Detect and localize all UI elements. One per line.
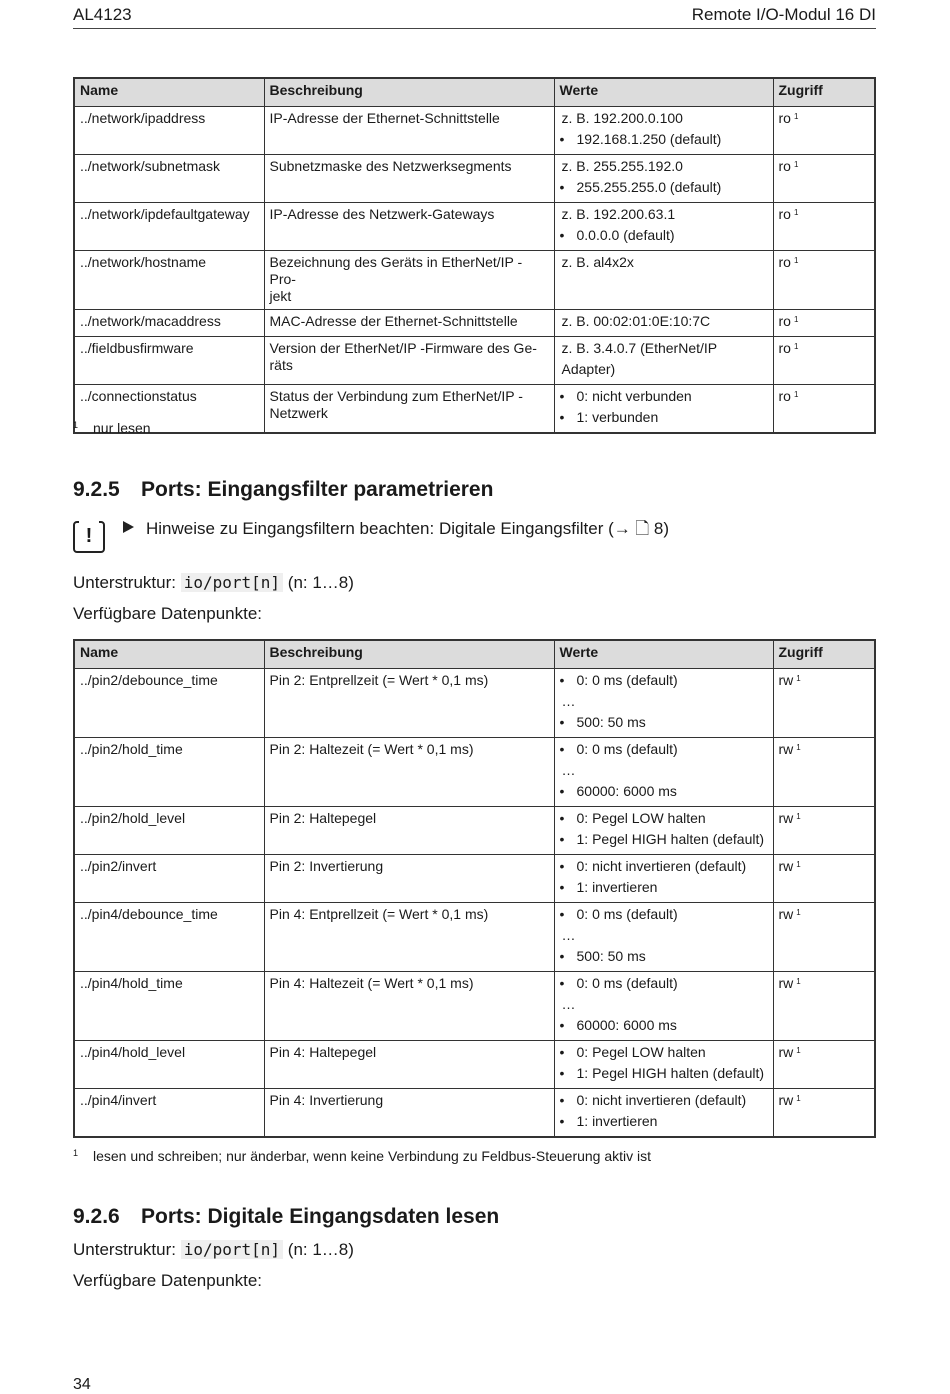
cell-values: [554, 903, 773, 972]
access-mode: rw: [778, 1044, 794, 1060]
cell-description: Pin 4: Haltepegel: [264, 1041, 554, 1089]
section-heading: [73, 1205, 499, 1229]
section-title: Ports: Eingangsfilter parametrieren: [141, 478, 494, 501]
footnote-reference: 1: [793, 160, 799, 169]
table-row: [74, 155, 875, 203]
notice-link-text[interactable]: Hinweise zu Eingangsfiltern beachten: Digitale Eingangsfilter (→ 🗋 8): [146, 519, 669, 538]
cell-access: [773, 1041, 875, 1089]
value-bullet-item: • 0: Pegel LOW halten: [560, 808, 768, 829]
substructure-range: (n: 1…8): [287, 1240, 354, 1259]
footnote-reference: 1: [796, 743, 801, 752]
value-bullet-item: • 255.255.255.0 (default): [560, 177, 768, 198]
section-number: 9.2.6: [73, 1205, 120, 1228]
cell-access: [773, 203, 875, 251]
access-mode: ro: [778, 158, 791, 174]
cell-description: Pin 2: Haltepegel: [264, 807, 554, 855]
cell-values: [554, 669, 773, 738]
access-mode: ro: [778, 388, 791, 404]
footnote-reference: 1: [793, 315, 799, 324]
page-header: [73, 4, 876, 29]
substructure-code: io/port[n]: [181, 1240, 283, 1259]
value-text: …: [561, 927, 576, 943]
cell-values: [554, 107, 773, 155]
value-bullet-item: • 60000: 6000 ms: [560, 781, 768, 802]
table-row: [74, 107, 875, 155]
cell-access: [773, 155, 875, 203]
cell-description: Pin 4: Haltezeit (= Wert * 0,1 ms): [264, 972, 554, 1041]
value-text: z. B. 192.200.63.1: [561, 206, 676, 222]
value-bullet-item: • 0: 0 ms (default): [560, 973, 768, 994]
cell-values: [554, 738, 773, 807]
cell-description: Version der EtherNet/IP -Firmware des Ge- räts: [264, 337, 554, 385]
cell-name: ../pin2/invert: [74, 855, 264, 903]
port-filter-datapoints-table: [73, 639, 876, 1138]
section-title: Ports: Digitale Eingangsdaten lesen: [141, 1205, 500, 1228]
cell-description: Pin 2: Entprellzeit (= Wert * 0,1 ms): [264, 669, 554, 738]
table-row: [74, 251, 875, 310]
substructure-label: Unterstruktur:: [73, 573, 176, 592]
table-row: [74, 738, 875, 807]
notice-icon: !: [73, 521, 105, 553]
cell-access: [773, 738, 875, 807]
footnote-reference: 1: [793, 112, 799, 121]
cell-description: MAC-Adresse der Ethernet-Schnittstelle: [264, 310, 554, 337]
table-row: [74, 669, 875, 738]
table-header-row: [74, 78, 875, 107]
table-row: [74, 337, 875, 385]
table-header-row: [74, 640, 875, 669]
column-header-values: Werte: [554, 78, 773, 107]
value-bullet-item: • 0: 0 ms (default): [560, 670, 768, 691]
cell-name: ../network/subnetmask: [74, 155, 264, 203]
cell-description: IP-Adresse des Netzwerk-Gateways: [264, 203, 554, 251]
cell-name: ../pin4/hold_level: [74, 1041, 264, 1089]
column-header-values: Werte: [554, 640, 773, 669]
column-header-name: Name: [74, 640, 264, 669]
value-bullet-item: • 0: 0 ms (default): [560, 739, 768, 760]
access-mode: rw: [778, 741, 794, 757]
value-bullet-item: • 60000: 6000 ms: [560, 1015, 768, 1036]
cell-access: [773, 251, 875, 310]
cell-values: [554, 203, 773, 251]
value-text: z. B. al4x2x: [561, 254, 634, 270]
access-mode: rw: [778, 858, 794, 874]
cell-access: [773, 107, 875, 155]
cell-name: ../pin2/debounce_time: [74, 669, 264, 738]
footnote-reference: 1: [793, 208, 799, 217]
value-text: z. B. 255.255.192.0: [561, 158, 683, 174]
access-mode: rw: [778, 672, 794, 688]
cell-name: ../pin2/hold_level: [74, 807, 264, 855]
cell-access: [773, 807, 875, 855]
table-row: [74, 972, 875, 1041]
cell-name: ../fieldbusfirmware: [74, 337, 264, 385]
cell-values: [554, 1089, 773, 1138]
value-bullet-item: • 1: invertieren: [560, 877, 768, 898]
cell-access: [773, 310, 875, 337]
footnote-reference: 1: [793, 390, 799, 399]
access-mode: rw: [778, 810, 794, 826]
value-bullet-item: • 0: nicht verbunden: [560, 386, 768, 407]
cell-values: [554, 807, 773, 855]
cell-values: [554, 1041, 773, 1089]
cell-description: Subnetzmaske des Netzwerksegments: [264, 155, 554, 203]
cell-name: ../pin4/debounce_time: [74, 903, 264, 972]
available-datapoints-label: Verfügbare Datenpunkte:: [73, 1271, 263, 1290]
value-bullet-item: • 192.168.1.250 (default): [560, 129, 768, 150]
cell-description: Pin 4: Invertierung: [264, 1089, 554, 1138]
cell-values: [554, 251, 773, 310]
header-product-code: AL4123: [73, 5, 132, 24]
access-mode: ro: [778, 110, 791, 126]
footnote-number: 1: [73, 1148, 79, 1158]
notice-text: [123, 516, 669, 545]
substructure-range: (n: 1…8): [287, 573, 354, 592]
footnote-reference: 1: [796, 908, 801, 917]
value-bullet-item: • 1: invertieren: [560, 1111, 768, 1132]
cell-name: ../network/ipaddress: [74, 107, 264, 155]
cell-name: ../network/macaddress: [74, 310, 264, 337]
substructure-line: [73, 573, 354, 593]
footnote-text: lesen und schreiben; nur änderbar, wenn keine Verbindung zu Feldbus-Steuerung aktiv ist: [93, 1148, 652, 1164]
table-row: [74, 903, 875, 972]
cell-access: [773, 337, 875, 385]
column-header-description: Beschreibung: [264, 78, 554, 107]
cell-access: [773, 1089, 875, 1138]
value-text: z. B. 00:02:01:0E:10:7C: [561, 313, 711, 329]
cell-name: ../connectionstatus: [74, 385, 264, 434]
value-bullet-item: • 0.0.0.0 (default): [560, 225, 768, 246]
access-mode: rw: [778, 906, 794, 922]
value-bullet-item: • 500: 50 ms: [560, 712, 768, 733]
table-row: [74, 310, 875, 337]
cell-name: ../pin4/hold_time: [74, 972, 264, 1041]
table1-footnote: [73, 420, 151, 436]
cell-description: IP-Adresse der Ethernet-Schnittstelle: [264, 107, 554, 155]
available-datapoints-label: Verfügbare Datenpunkte:: [73, 604, 263, 623]
footnote-reference: 1: [796, 1046, 801, 1055]
cell-name: ../network/ipdefaultgateway: [74, 203, 264, 251]
cell-access: [773, 669, 875, 738]
table-row: [74, 385, 875, 434]
access-mode: ro: [778, 206, 791, 222]
footnote-reference: 1: [796, 977, 801, 986]
section-heading: [73, 478, 493, 502]
footnote-reference: 1: [793, 342, 799, 351]
cell-access: [773, 903, 875, 972]
value-text: …: [561, 762, 576, 778]
table-row: [74, 1089, 875, 1138]
cell-values: [554, 155, 773, 203]
access-mode: ro: [778, 254, 791, 270]
cell-description: Pin 2: Invertierung: [264, 855, 554, 903]
footnote-reference: 1: [796, 812, 801, 821]
column-header-access: Zugriff: [773, 78, 875, 107]
access-mode: ro: [778, 340, 791, 356]
value-text: z. B. 3.4.0.7 (EtherNet/IP Adapter): [561, 340, 717, 377]
access-mode: rw: [778, 975, 794, 991]
table-row: [74, 1041, 875, 1089]
cell-description: Pin 2: Haltezeit (= Wert * 0,1 ms): [264, 738, 554, 807]
page-number: 34: [73, 1376, 91, 1393]
table-row: [74, 203, 875, 251]
cell-description: Bezeichnung des Geräts in EtherNet/IP -Pro- jekt: [264, 251, 554, 310]
value-bullet-item: • 1: Pegel HIGH halten (default): [560, 829, 768, 850]
cell-access: [773, 385, 875, 434]
cell-name: ../network/hostname: [74, 251, 264, 310]
footnote-text: nur lesen: [93, 420, 151, 436]
table2-footnote: [73, 1148, 651, 1164]
cell-name: ../pin4/invert: [74, 1089, 264, 1138]
cell-description: Pin 4: Entprellzeit (= Wert * 0,1 ms): [264, 903, 554, 972]
substructure-label: Unterstruktur:: [73, 1240, 176, 1259]
column-header-access: Zugriff: [773, 640, 875, 669]
network-datapoints-table: [73, 77, 876, 434]
substructure-line: [73, 1240, 354, 1260]
value-text: …: [561, 996, 576, 1012]
cell-values: [554, 972, 773, 1041]
footnote-reference: 1: [796, 1094, 801, 1103]
value-text: z. B. 192.200.0.100: [561, 110, 683, 126]
section-number: 9.2.5: [73, 478, 120, 501]
table-row: [74, 855, 875, 903]
substructure-code: io/port[n]: [181, 573, 283, 592]
column-header-description: Beschreibung: [264, 640, 554, 669]
footnote-reference: 1: [796, 674, 801, 683]
value-bullet-item: • 0: nicht invertieren (default): [560, 856, 768, 877]
cell-values: [554, 385, 773, 434]
header-product-title: Remote I/O-Modul 16 DI: [691, 5, 876, 24]
column-header-name: Name: [74, 78, 264, 107]
cell-access: [773, 855, 875, 903]
value-bullet-item: • 1: Pegel HIGH halten (default): [560, 1063, 768, 1084]
value-bullet-item: • 0: 0 ms (default): [560, 904, 768, 925]
access-mode: ro: [778, 313, 791, 329]
value-bullet-item: • 500: 50 ms: [560, 946, 768, 967]
footnote-reference: 1: [793, 256, 799, 265]
cell-name: ../pin2/hold_time: [74, 738, 264, 807]
access-mode: rw: [778, 1092, 794, 1108]
cell-values: [554, 855, 773, 903]
value-text: …: [561, 693, 576, 709]
footnote-number: 1: [73, 420, 79, 430]
cell-description: Status der Verbindung zum EtherNet/IP - Netzwerk: [264, 385, 554, 434]
cell-values: [554, 310, 773, 337]
cell-access: [773, 972, 875, 1041]
cell-values: [554, 337, 773, 385]
value-bullet-item: • 0: Pegel LOW halten: [560, 1042, 768, 1063]
play-triangle-icon: [123, 521, 134, 533]
value-bullet-item: • 1: verbunden: [560, 407, 768, 428]
footnote-reference: 1: [796, 860, 801, 869]
table-row: [74, 807, 875, 855]
value-bullet-item: • 0: nicht invertieren (default): [560, 1090, 768, 1111]
